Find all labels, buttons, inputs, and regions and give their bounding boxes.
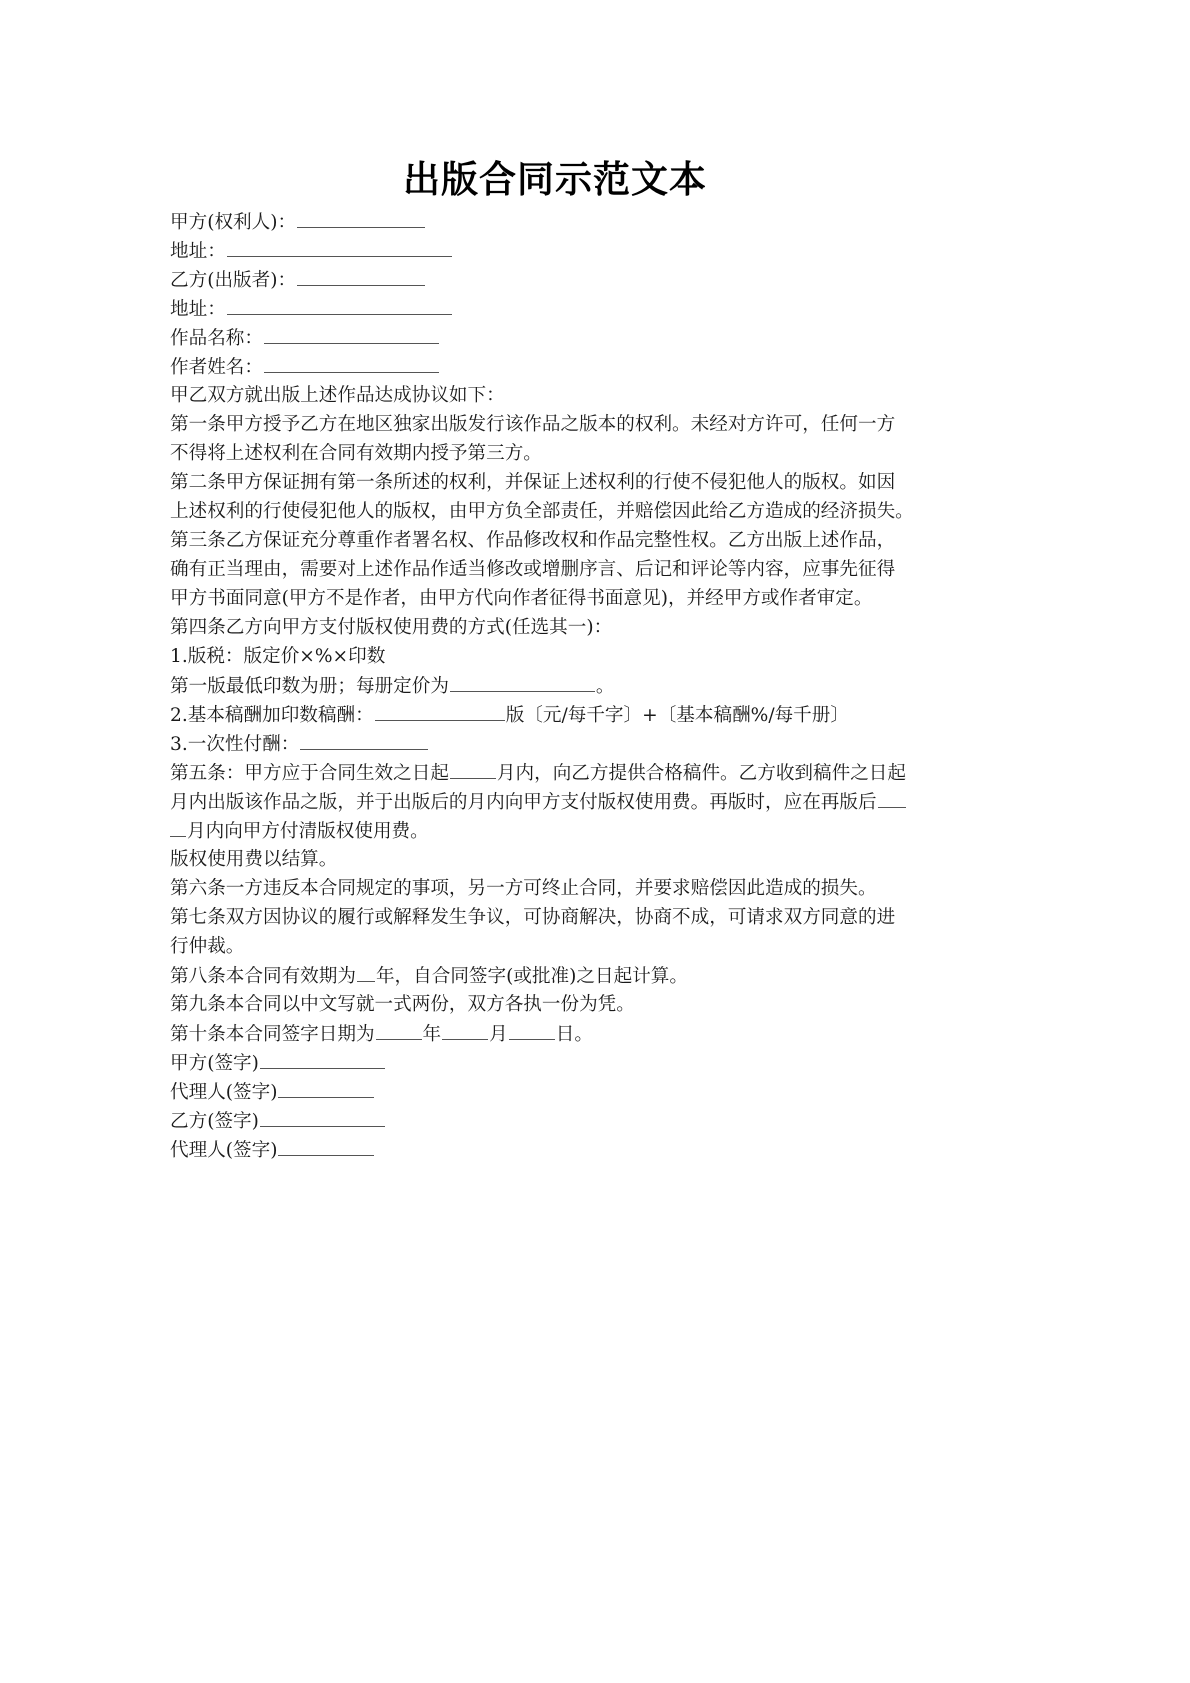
text: 第八条本合同有效期为 [170, 966, 356, 987]
article-10 [170, 1019, 945, 1048]
field-label: 地址： [170, 299, 226, 320]
party-b-signature-blank[interactable] [260, 1106, 385, 1127]
work-title-blank[interactable] [264, 323, 439, 344]
field-party-b-address [170, 294, 945, 323]
party-a-signature-blank[interactable] [260, 1048, 385, 1069]
text: 第一版最低印数为册；每册定价为 [170, 676, 449, 697]
article-9: 第九条本合同以中文写就一式两份，双方各执一份为凭。 [170, 994, 635, 1015]
article-8 [170, 961, 945, 990]
signature-label: 代理人(签字) [170, 1140, 278, 1161]
article-7-line-2: 行仲裁。 [170, 936, 245, 957]
text: 2.基本稿酬加印数稿酬： [170, 705, 374, 726]
party-b-blank[interactable] [297, 265, 425, 286]
signature-party-b [170, 1106, 945, 1135]
field-work-title [170, 323, 945, 352]
validity-years-blank[interactable] [357, 961, 375, 982]
text: 第五条：甲方应于合同生效之日起 [170, 763, 449, 784]
field-party-a [170, 207, 945, 236]
article-1-line-1: 第一条甲方授予乙方在地区独家出版发行该作品之版本的权利。未经对方许可，任何一方 [170, 414, 896, 435]
text: 月内，向乙方提供合格稿件。乙方收到稿件之日起 [496, 763, 906, 784]
sign-day-blank[interactable] [509, 1019, 555, 1040]
reprint-months-blank-a[interactable] [878, 787, 906, 808]
signature-label: 甲方(签字) [170, 1053, 259, 1074]
signature-party-a [170, 1048, 945, 1077]
article-4-option-2 [170, 700, 945, 729]
lump-sum-blank[interactable] [300, 729, 428, 750]
text: 。 [595, 676, 615, 697]
party-b-agent-signature-blank[interactable] [278, 1135, 374, 1156]
article-2-line-2: 上述权利的行使侵犯他人的版权，由甲方负全部责任，并赔偿因此给乙方造成的经济损失。 [170, 501, 914, 522]
text: 日。 [555, 1024, 593, 1045]
field-label: 作者姓名： [170, 357, 263, 378]
document-title: 出版合同示范文本 [403, 158, 707, 201]
reprint-months-blank-b[interactable] [170, 816, 186, 837]
text: 月 [489, 1024, 508, 1045]
sign-year-blank[interactable] [376, 1019, 422, 1040]
article-1-line-2: 不得将上述权利在合同有效期内授予第三方。 [170, 443, 542, 464]
field-party-b [170, 265, 945, 294]
article-2-line-1: 第二条甲方保证拥有第一条所述的权利，并保证上述权利的行使不侵犯他人的版权。如因 [170, 472, 896, 493]
signature-label: 乙方(签字) [170, 1111, 259, 1132]
text: 版〔元/每千字〕+〔基本稿酬%/每千册〕 [505, 705, 849, 726]
article-4-option-1: 1.版税：版定价×%×印数 [170, 646, 386, 667]
party-a-agent-signature-blank[interactable] [278, 1077, 374, 1098]
signature-party-b-agent [170, 1135, 945, 1164]
delivery-months-blank[interactable] [450, 758, 496, 779]
field-party-a-address [170, 236, 945, 265]
article-5-line-2 [170, 787, 945, 816]
field-label: 甲方(权利人)： [170, 212, 297, 233]
intro-text: 甲乙双方就出版上述作品达成协议如下： [170, 385, 505, 406]
signature-party-a-agent [170, 1077, 945, 1106]
article-4-option-3 [170, 729, 945, 758]
author-name-blank[interactable] [264, 352, 439, 373]
article-7-line-1: 第七条双方因协议的履行或解释发生争议，可协商解决，协商不成，可请求双方同意的进 [170, 907, 896, 928]
party-b-address-blank[interactable] [227, 294, 452, 315]
article-6: 第六条一方违反本合同规定的事项，另一方可终止合同，并要求赔偿因此造成的损失。 [170, 878, 877, 899]
article-5-line-1 [170, 758, 945, 787]
article-3-line-1: 第三条乙方保证充分尊重作者署名权、作品修改权和作品完整性权。乙方出版上述作品， [170, 530, 896, 551]
sign-month-blank[interactable] [442, 1019, 488, 1040]
basic-fee-blank[interactable] [375, 700, 505, 721]
article-3-line-3: 甲方书面同意(甲方不是作者，由甲方代向作者征得书面意见)，并经甲方或作者审定。 [170, 588, 873, 609]
article-5-line-4: 版权使用费以结算。 [170, 849, 338, 870]
text: 年，自合同签字(或批准)之日起计算。 [375, 966, 688, 987]
text: 月内出版该作品之版，并于出版后的月内向甲方支付版权使用费。再版时，应在再版后 [170, 792, 877, 813]
party-a-address-blank[interactable] [227, 236, 452, 257]
text: 年 [422, 1024, 442, 1045]
article-4-heading: 第四条乙方向甲方支付版权使用费的方式(任选其一)： [170, 617, 613, 638]
signature-label: 代理人(签字) [170, 1082, 278, 1103]
text: 第十条本合同签字日期为 [170, 1024, 375, 1045]
document-body [170, 207, 945, 1164]
article-5-line-3 [170, 816, 945, 845]
field-label: 地址： [170, 241, 226, 262]
text: 月内向甲方付清版权使用费。 [187, 821, 429, 842]
article-3-line-2: 确有正当理由，需要对上述作品作适当修改或增删序言、后记和评论等内容，应事先征得 [170, 559, 896, 580]
party-a-blank[interactable] [297, 207, 425, 228]
field-label: 作品名称： [170, 328, 263, 349]
text: 3.一次性付酬： [170, 734, 300, 755]
price-per-copy-blank[interactable] [450, 671, 595, 692]
field-label: 乙方(出版者)： [170, 270, 297, 291]
article-4-option-1-detail [170, 671, 945, 700]
field-author-name [170, 352, 945, 381]
